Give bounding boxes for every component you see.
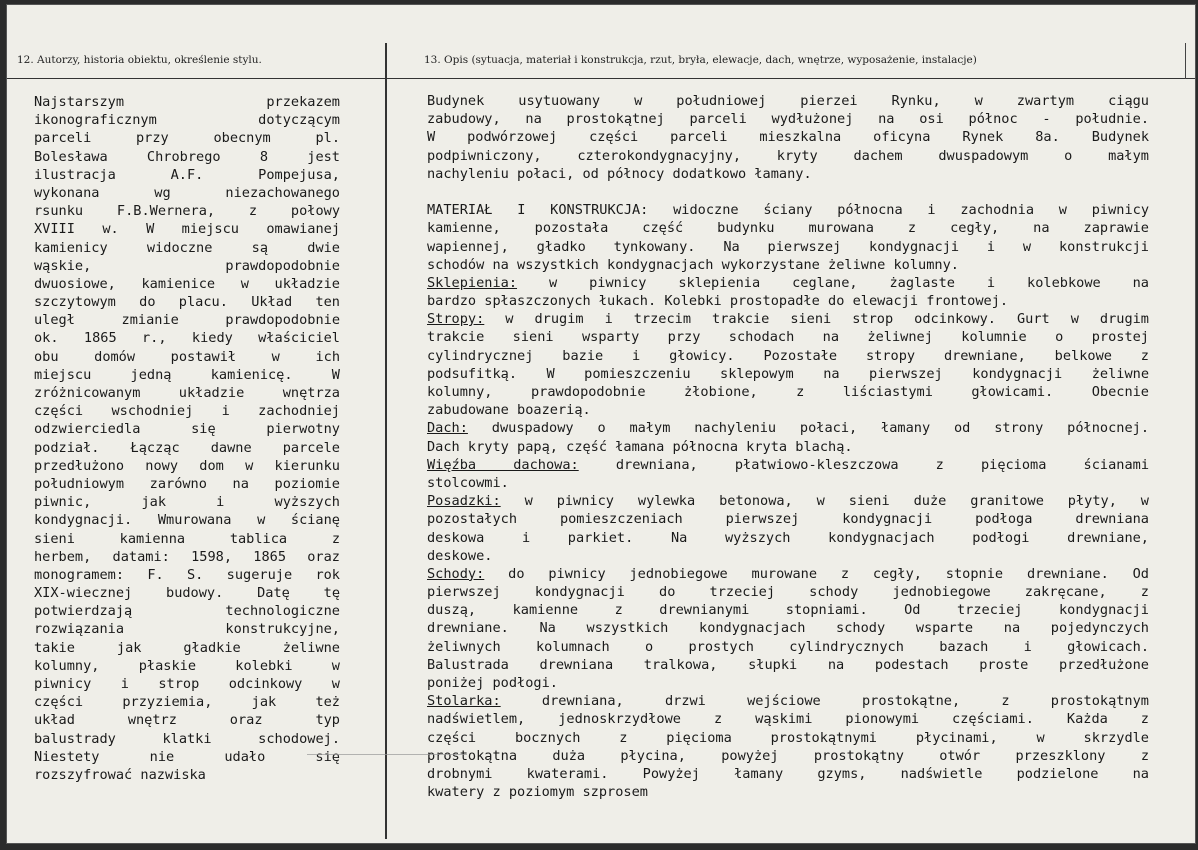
line-text: podsufitką. W pomieszczeniu sklepowym na pierwszej kondygnacji żeliwne [427, 365, 1149, 382]
line-text: w piwnicy wylewka betonowa, w sieni duże granitowe płyty, w [524, 493, 1149, 510]
line-text: pierwszej kondygnacji do trzeciej schody jednobiegowe zakręcane, z [427, 584, 1149, 601]
line-text: nadświetlem, jednoskrzydłowe z wąskimi pionowymi częściami. Każda z [427, 711, 1149, 728]
column-divider [385, 43, 387, 839]
line-text: dwuspadowy o małym nachyleniu połaci, łamany od strony północnej. [491, 420, 1149, 437]
description-line [427, 747, 1149, 765]
history-line: monogramem: F. S. sugeruje rok [34, 566, 340, 583]
history-line: kamienicy widoczne są dwie [34, 239, 340, 256]
history-line: herbem, datami: 1598, 1865 oraz [34, 548, 340, 565]
description-line [427, 147, 1149, 165]
description-line [427, 674, 1149, 692]
history-line: sieni kamienna tablica z [34, 530, 340, 547]
section-term: Schody: [427, 565, 485, 582]
line-text: zabudowane boazerią. [427, 402, 591, 419]
history-line: obu domów postawił w ich [34, 348, 340, 365]
line-text: podpiwniczony, czterokondygnacyjny, kryty dachem dwuspadowym o małym [427, 147, 1149, 164]
description-line [427, 765, 1149, 783]
history-line: kondygnacji. Wmurowana w ścianę [34, 512, 340, 529]
line-text: cylindrycznej bazie i głowicy. Pozostałe stropy drewniane, belkowe z [427, 347, 1149, 364]
history-line: kolumny, płaskie kolebki w [34, 657, 340, 674]
description-line [427, 256, 1149, 274]
description-line [427, 128, 1149, 146]
description-line [427, 438, 1149, 456]
line-text: wapiennej, gładko tynkowany. Na pierwszej kondygnacji i w konstrukcji [427, 238, 1149, 255]
line-text: poniżej podłogi. [427, 675, 558, 691]
line-text: Balustrada drewniana tralkowa, słupki na podestach proste przedłużone [427, 656, 1149, 673]
description-line [427, 419, 1149, 437]
history-text-column [34, 93, 340, 784]
line-text: kwatery z poziomym szprosem [427, 784, 648, 801]
header-corner-rule [1185, 43, 1186, 79]
description-line [427, 656, 1149, 674]
history-line: parceli przy obecnym pl. [34, 130, 340, 147]
history-line: Niestety nie udało się [34, 748, 340, 765]
history-line: rozwiązania konstrukcyjne, [34, 621, 340, 638]
line-text: części bocznych z pięcioma prostokątnymi płycinami, w skrzydle [427, 729, 1149, 746]
right-section-header: 13. Opis (sytuacja, materiał i konstrukcja, rzut, bryła, elewacje, dach, wnętrze, wyposażenie, instalacje) [424, 54, 977, 66]
line-text: do piwnicy jednobiegowe murowane z cegły, stopnie drewniane. Od [508, 565, 1149, 582]
line-text: pozostałych pomieszczeniach pierwszej kondygnacji podłoga drewniana [427, 511, 1149, 528]
history-line: XVIII w. W miejscu omawianej [34, 221, 340, 238]
section-term: Stolarka: [427, 693, 501, 710]
description-line [427, 110, 1149, 128]
description-line [427, 292, 1149, 310]
history-line: wąskie, prawdopodobnie [34, 257, 340, 274]
line-text: kolumny, prawdopodobnie żłobione, z liściastymi głowicami. Obecnie [427, 384, 1149, 400]
line-text: drewniane. Na wszystkich kondygnacjach schody wsparte na pojedynczych [427, 620, 1149, 637]
paragraph-gap [427, 183, 1149, 201]
history-line: takie jak gładkie żeliwne [34, 639, 340, 656]
line-text: W podwórzowej części parceli mieszkalna oficyna Rynek 8a. Budynek [427, 129, 1149, 146]
history-line: części wschodniej i zachodniej [34, 403, 340, 420]
description-line [427, 583, 1149, 601]
description-line [427, 529, 1149, 547]
line-text: drewniana, płatwiowo-kleszczowa z pięcioma ścianami [615, 456, 1150, 473]
line-text: w piwnicy sklepienia ceglane, żaglaste i kolebkowe na [548, 274, 1149, 291]
history-line: potwierdzają technologiczne [34, 603, 340, 620]
history-line: układ wnętrz oraz typ [34, 712, 340, 729]
description-line [427, 565, 1149, 583]
description-line [427, 238, 1149, 256]
history-line: przedłużono nowy dom w kierunku [34, 457, 340, 474]
description-line [427, 201, 1149, 219]
description-line [427, 729, 1149, 747]
history-line: rsunku F.B.Wernera, z połowy [34, 203, 340, 220]
description-line [427, 692, 1149, 710]
description-line [427, 92, 1149, 110]
description-line [427, 274, 1149, 292]
line-text: drobnymi kwaterami. Powyżej łamany gzyms, nadświetle podzielone na [427, 765, 1149, 782]
line-text: w drugim i trzecim trakcie sieni strop odcinkowy. Gurt w drugim [505, 311, 1149, 328]
history-line: ikonograficznym dotyczącym [34, 112, 340, 129]
line-text: bardzo spłaszczonych łukach. Kolebki prostopadłe do elewacji frontowej. [427, 293, 1009, 310]
section-term: Więźba dachowa: [427, 456, 579, 473]
section-term: Posadzki: [427, 493, 501, 510]
header-rule [7, 78, 1195, 79]
history-line: południowym zarówno na poziomie [34, 475, 340, 492]
line-text: MATERIAŁ I KONSTRUKCJA: widoczne ściany północna i zachodnia w piwnicy [427, 202, 1149, 219]
line-text: nachyleniu połaci, od północy dodatkowo łamany. [427, 165, 812, 182]
history-line: Bolesława Chrobrego 8 jest [34, 148, 340, 165]
description-line [427, 219, 1149, 237]
pen-stroke-mark [307, 754, 467, 755]
history-line: uległ zmianie prawdopodobnie [34, 312, 340, 329]
history-line: balustrady klatki schodowej. [34, 730, 340, 747]
history-line: XIX-wiecznej budowy. Datę tę [34, 585, 340, 602]
description-line [427, 492, 1149, 510]
form-sheet [6, 4, 1196, 844]
history-line: podział. Łącząc dawne parcele [34, 439, 340, 456]
history-line: części przyziemia, jak też [34, 694, 340, 711]
history-line: rozszyfrować nazwiska [34, 766, 206, 783]
description-line [427, 456, 1149, 474]
description-line [427, 328, 1149, 346]
description-line [427, 710, 1149, 728]
history-line: miejscu jedną kamienicę. W [34, 366, 340, 383]
section-term: Stropy: [427, 311, 485, 328]
history-line: Najstarszym przekazem [34, 94, 340, 110]
history-line: ilustracja A.F. Pompejusa, [34, 166, 340, 183]
section-term: Dach: [427, 420, 468, 437]
history-line: piwnicy i strop odcinkowy w [34, 676, 340, 692]
section-term: Sklepienia: [427, 274, 518, 291]
history-line: piwnic, jak i wyższych [34, 494, 340, 511]
line-text: deskowa i parkiet. Na wyższych kondygnacjach podłogi drewniane, [427, 529, 1149, 546]
description-line [427, 347, 1149, 365]
line-text: żeliwnych kolumnach o prostych cylindrycznych bazach i głowicach. [427, 638, 1149, 655]
description-line [427, 165, 1149, 183]
description-text-column [427, 92, 1149, 801]
description-line [427, 619, 1149, 637]
line-text: stolcowmi. [427, 474, 509, 491]
line-text: schodów na wszystkich kondygnacjach wykorzystane żeliwne kolumny. [427, 256, 959, 273]
line-text: prostokątna duża płycina, powyżej prostokątny otwór przeszklony z [427, 747, 1149, 764]
left-section-header: 12. Autorzy, historia obiektu, określenie stylu. [17, 54, 262, 66]
history-line: szczytowym do placu. Układ ten [34, 294, 340, 311]
line-text: Budynek usytuowany w południowej pierzei Rynku, w zwartym ciągu [427, 93, 1149, 109]
description-line [427, 601, 1149, 619]
description-line [427, 310, 1149, 328]
description-line [427, 638, 1149, 656]
history-line: ok. 1865 r., kiedy właściciel [34, 330, 340, 347]
line-text: zabudowy, na prostokątnej parceli wydłużonej na osi północ - południe. [427, 111, 1149, 128]
description-line [427, 510, 1149, 528]
description-line [427, 783, 1149, 801]
line-text: duszą, kamienne z drewnianymi stopniami. Od trzeciej kondygnacji [427, 602, 1149, 619]
line-text: trakcie sieni wsparty przy schodach na żeliwnej kolumnie o prostej [427, 329, 1149, 346]
history-line: odzwierciedla się pierwotny [34, 421, 340, 438]
history-line: dwuosiowe, kamienice w układzie [34, 275, 340, 292]
description-line [427, 401, 1149, 419]
line-text: drewniana, drzwi wejściowe prostokątne, z prostokątnym [541, 693, 1149, 710]
history-line: wykonana wg niezachowanego [34, 184, 340, 201]
description-line [427, 365, 1149, 383]
description-line [427, 474, 1149, 492]
description-line [427, 383, 1149, 401]
history-line: zróżnicowanym układzie wnętrza [34, 385, 340, 401]
line-text: kamienne, pozostała część budynku murowana z cegły, na zaprawie [427, 220, 1149, 237]
line-text: deskowe. [427, 547, 493, 564]
description-line [427, 547, 1149, 565]
line-text: Dach kryty papą, część łamana północna kryta blachą. [427, 438, 853, 455]
